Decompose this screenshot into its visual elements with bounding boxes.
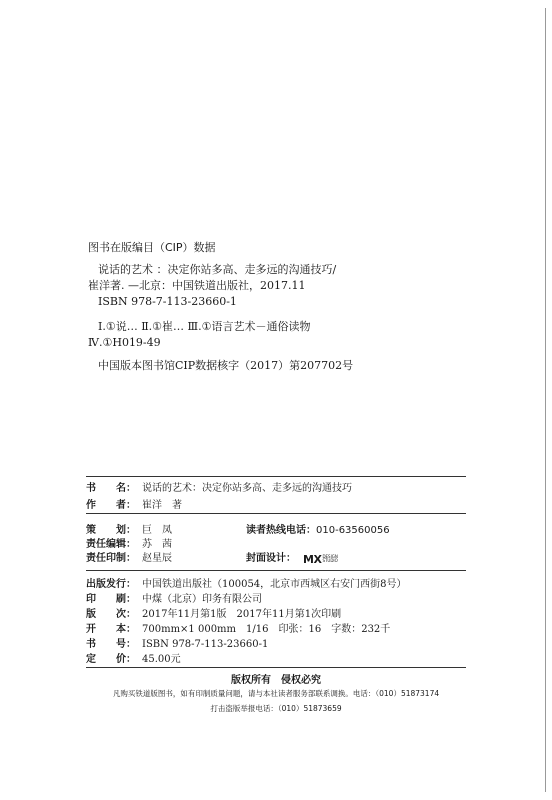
editor-label: 责任编辑： xyxy=(86,539,136,550)
format-value: 700mm×1 000mm 1/16 印张：16 字数：232千 xyxy=(142,624,391,635)
copyright-notice: 版权所有 侵权必究 xyxy=(231,675,321,686)
divider-staff xyxy=(86,513,466,514)
cip-line-title: 说话的艺术 ：决定你站多高、走多远的沟通技巧/ xyxy=(98,263,337,276)
cip-line-record-number: 中国版本图书馆CIP数据核字（2017）第207702号 xyxy=(98,359,354,372)
edition-label: 版 次： xyxy=(86,609,136,620)
logo-sub-2: STUDIO xyxy=(322,557,338,563)
page-edge-line xyxy=(545,8,546,792)
quality-notice: 凡购买铁道版图书，如有印制质量问题，请与本社读者服务部联系调换。电话：（010）51873174 xyxy=(112,689,440,698)
isbn-value: ISBN 978-7-113-23660-1 xyxy=(142,639,269,650)
edition-value: 2017年11月第1版 2017年11月第1次印刷 xyxy=(142,609,342,620)
publisher-row xyxy=(86,575,407,590)
print-label: 印 刷： xyxy=(86,594,136,605)
divider-pub xyxy=(86,570,466,571)
planner-row xyxy=(86,521,172,536)
book-title-value: 说话的艺术：决定你站多高、走多远的沟通技巧 xyxy=(142,483,352,494)
book-title-label: 书 名： xyxy=(86,483,136,494)
cip-line-subjects: Ⅰ.①说… Ⅱ.①崔… Ⅲ.①语言艺术－通俗读物 xyxy=(98,320,311,333)
author-value: 崔洋 著 xyxy=(142,500,182,511)
cip-line-classification: Ⅳ.①H019-49 xyxy=(88,336,161,349)
hotline-label: 读者热线电话： xyxy=(246,525,316,536)
print-row xyxy=(86,590,262,605)
design-studio-logo xyxy=(303,548,338,567)
piracy-hotline: 打击盗版举报电话：（010）51873659 xyxy=(210,704,342,713)
publisher-value: 中国铁道出版社（100054，北京市西城区右安门西街8号） xyxy=(142,579,407,590)
cip-heading: 图书在版编目（CIP）数据 xyxy=(88,241,216,254)
cip-line-isbn: ISBN 978-7-113-23660-1 xyxy=(98,295,237,308)
logo-subtext xyxy=(322,555,337,563)
author-row xyxy=(86,496,182,511)
price-label: 定 价： xyxy=(86,654,136,665)
hotline-value: 010-63560056 xyxy=(316,525,390,536)
editor-row xyxy=(86,535,172,550)
isbn-row xyxy=(86,635,268,650)
planner-label: 策 划： xyxy=(86,525,136,536)
print-value: 中煤（北京）印务有限公司 xyxy=(142,594,262,605)
price-row xyxy=(86,650,181,665)
book-title-row xyxy=(86,479,352,494)
cover-designer-label: 封面设计： xyxy=(246,553,296,564)
editor-value: 苏 茜 xyxy=(142,539,172,550)
price-value: 45.00元 xyxy=(142,654,181,665)
logo-sub-1: DESIGN xyxy=(322,553,338,559)
printer-value: 赵星辰 xyxy=(142,553,172,564)
format-label: 开 本： xyxy=(86,624,136,635)
divider-top xyxy=(86,476,466,477)
printer-row xyxy=(86,549,172,564)
planner-value: 巨 凤 xyxy=(142,525,172,536)
format-row xyxy=(86,620,390,635)
edition-row xyxy=(86,605,341,620)
author-label: 作 者： xyxy=(86,500,136,511)
hotline-row xyxy=(246,521,390,536)
logo-mark: MX xyxy=(303,553,322,566)
isbn-label: 书 号： xyxy=(86,639,136,650)
cip-line-author: 崔洋著. —北京：中国铁道出版社，2017.11 xyxy=(88,279,306,292)
printer-label: 责任印制： xyxy=(86,553,136,564)
publisher-label: 出版发行： xyxy=(86,579,136,590)
divider-bottom xyxy=(86,667,466,668)
